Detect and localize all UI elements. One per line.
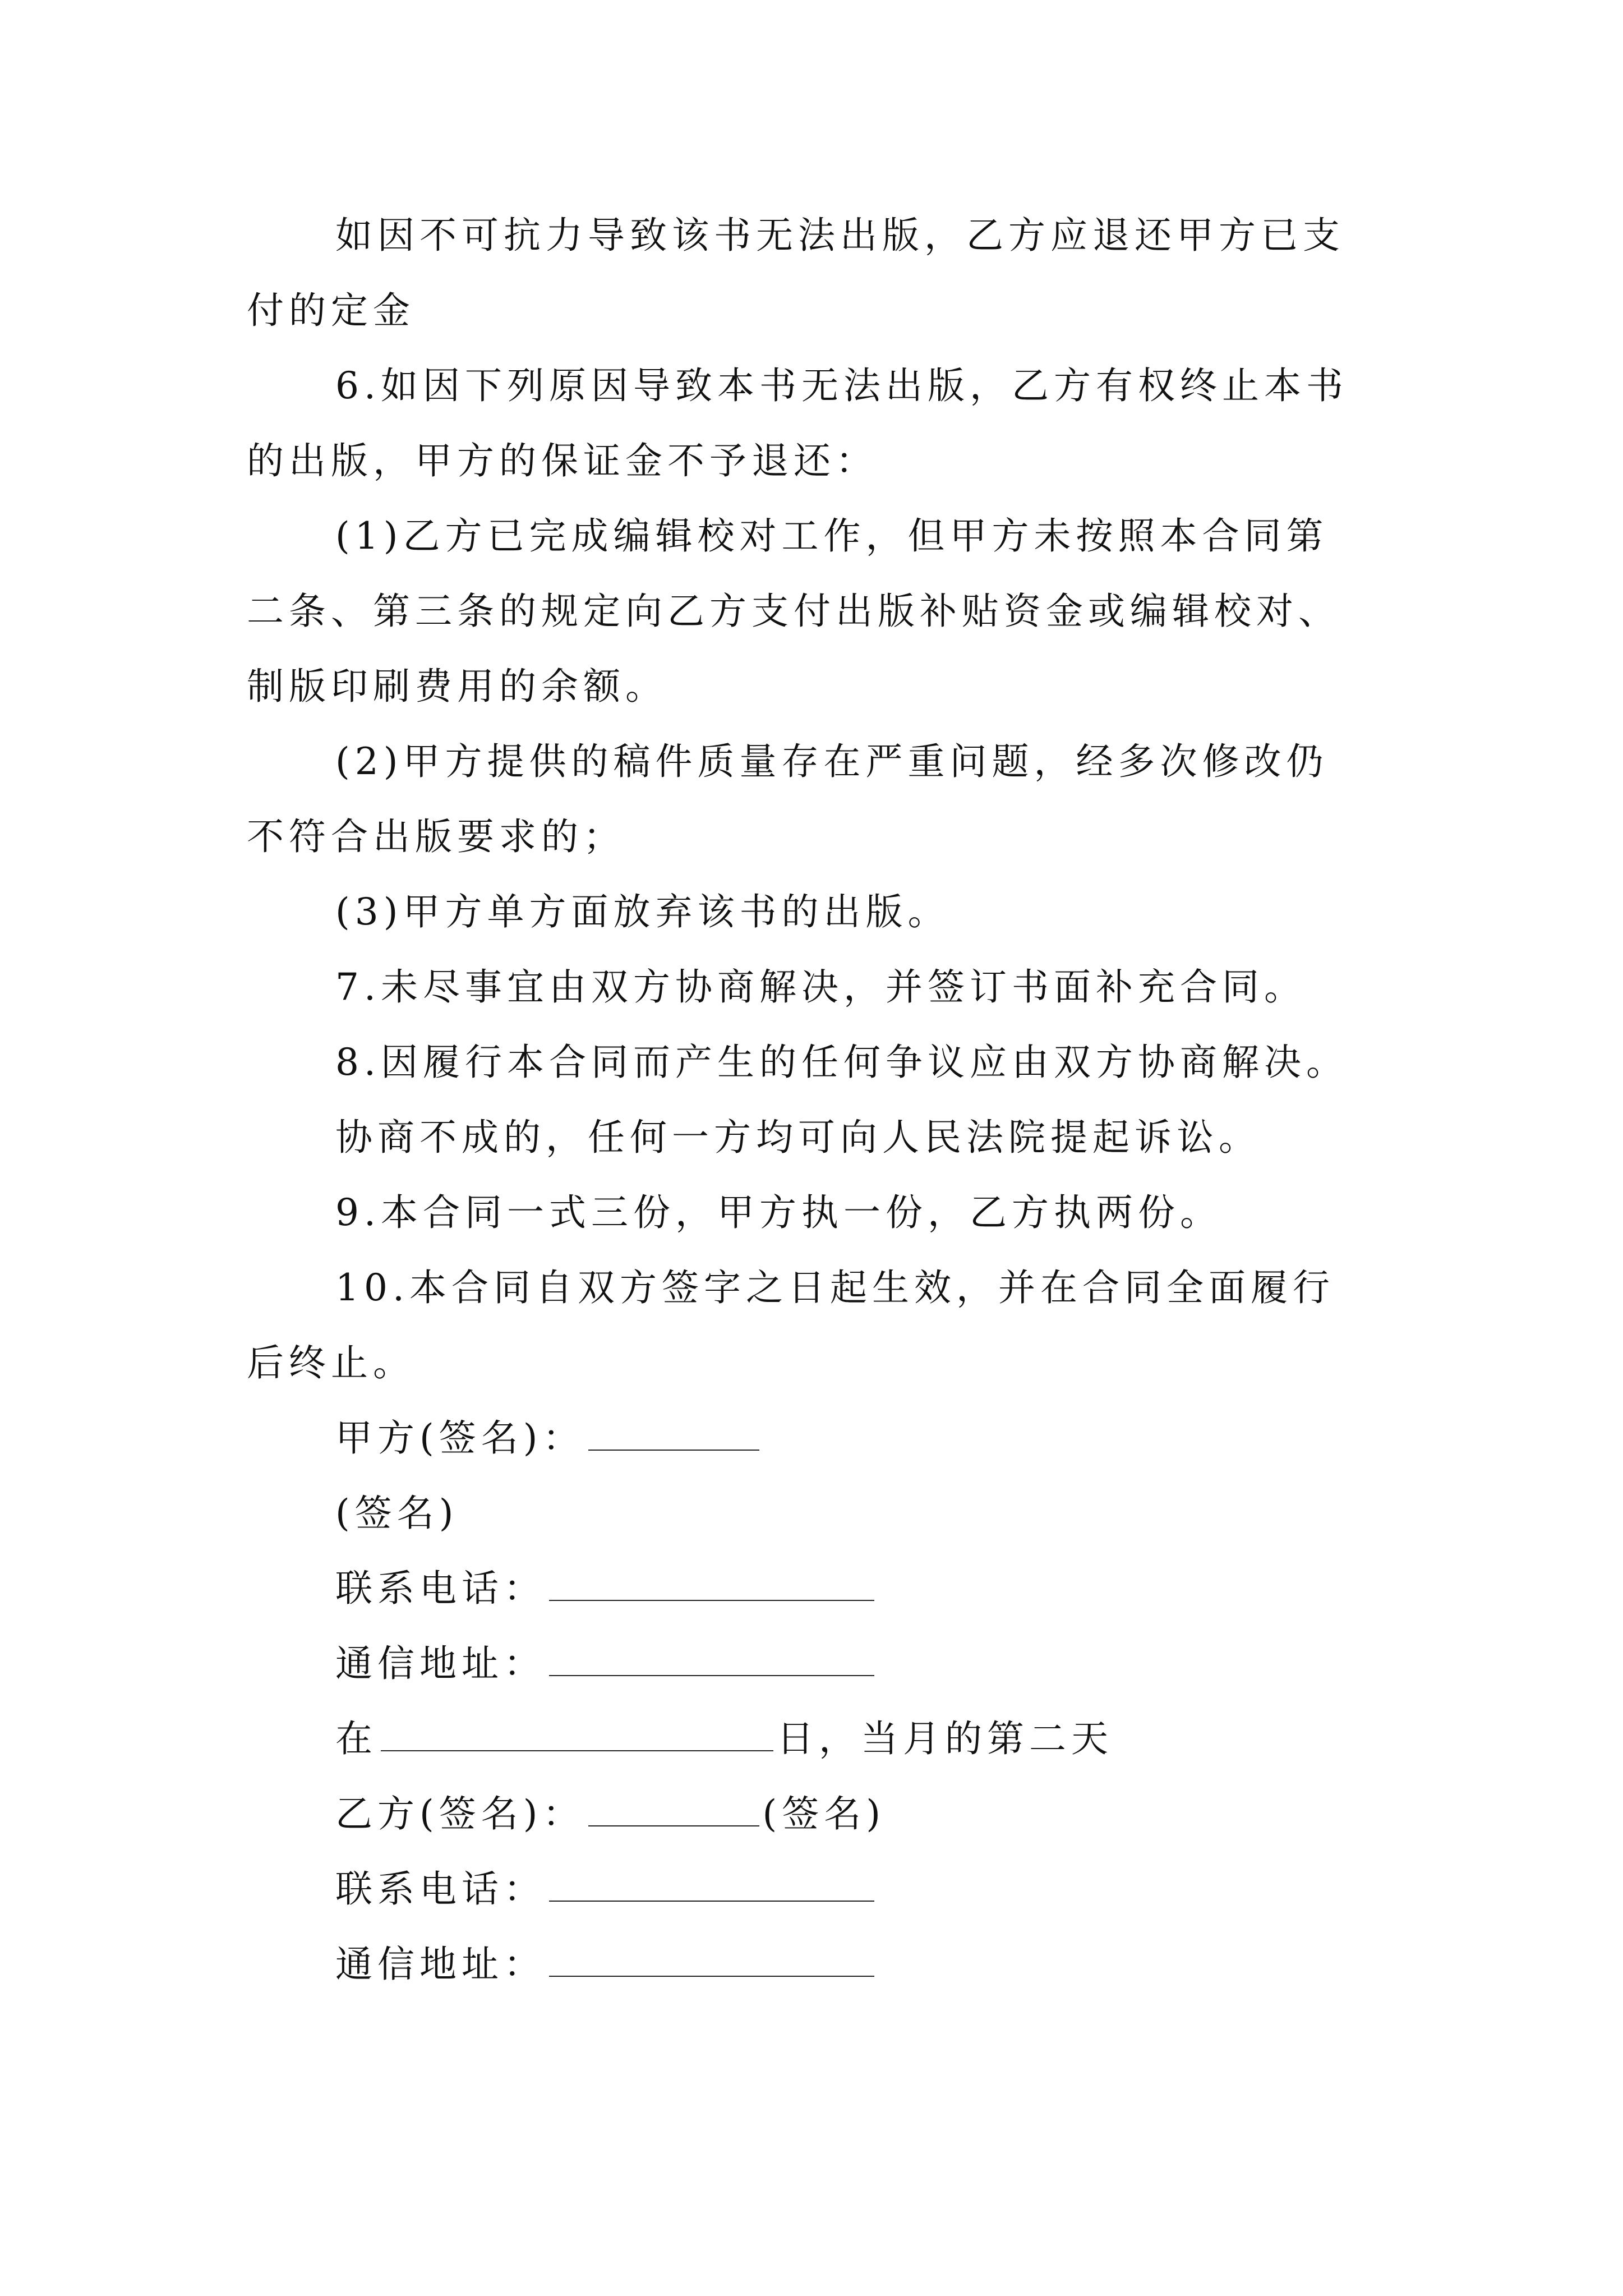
clause-10-line2: 后终止。 <box>247 1341 415 1384</box>
subclause-2-line2: 不符合出版要求的； <box>247 815 625 858</box>
subclause-1-line2: 二条、第三条的规定向乙方支付出版补贴资金或编辑校对、 <box>247 590 1340 633</box>
party-a-phone-row <box>335 1566 878 1611</box>
party-a-address-label: 通信地址： <box>335 1642 546 1685</box>
party-b-address-blank[interactable] <box>549 1944 874 1977</box>
party-a-phone-blank[interactable] <box>549 1568 874 1601</box>
party-b-address-row <box>335 1942 878 1987</box>
party-a-phone-label: 联系电话： <box>335 1567 546 1610</box>
signature-note: (签名) <box>335 1492 459 1535</box>
party-a-signature-row <box>335 1416 763 1461</box>
subclause-1-line3: 制版印刷费用的余额。 <box>247 665 667 708</box>
clause-6-line2: 的出版，甲方的保证金不予退还： <box>247 439 878 482</box>
clause-9: 9.本合同一式三份，甲方执一份，乙方执两份。 <box>335 1191 1222 1234</box>
party-a-address-blank[interactable] <box>549 1644 874 1676</box>
party-a-signature-label: 甲方(签名)： <box>335 1416 585 1460</box>
party-a-signature-blank[interactable] <box>588 1418 759 1451</box>
date-prefix: 在 <box>335 1717 377 1760</box>
party-a-address-row <box>335 1641 878 1686</box>
date-suffix: 日，当月的第二天 <box>777 1717 1113 1760</box>
party-b-address-label: 通信地址： <box>335 1943 546 1986</box>
party-b-signature-row <box>335 1792 886 1837</box>
paragraph-refund-line1: 如因不可抗力导致该书无法出版，乙方应退还甲方已支 <box>335 214 1345 257</box>
subclause-3: (3)甲方单方面放弃该书的出版。 <box>335 890 950 933</box>
party-b-signature-blank[interactable] <box>588 1794 759 1826</box>
clause-8-line1: 8.因履行本合同而产生的任何争议应由双方协商解决。 <box>335 1041 1348 1084</box>
clause-10-line1: 10.本合同自双方签字之日起生效，并在合同全面履行 <box>335 1266 1335 1309</box>
date-blank[interactable] <box>381 1719 773 1751</box>
party-b-signature-note: (签名) <box>762 1792 886 1835</box>
paragraph-refund-line2: 付的定金 <box>247 289 415 332</box>
party-b-signature-label: 乙方(签名)： <box>335 1792 585 1835</box>
clause-8-line2: 协商不成的，任何一方均可向人民法院提起诉讼。 <box>335 1116 1261 1159</box>
subclause-2-line1: (2)甲方提供的稿件质量存在严重问题，经多次修改仍 <box>335 740 1329 783</box>
clause-6-line1: 6.如因下列原因导致本书无法出版，乙方有权终止本书 <box>335 364 1348 407</box>
subclause-1-line1: (1)乙方已完成编辑校对工作，但甲方未按照本合同第 <box>335 514 1329 558</box>
party-b-phone-blank[interactable] <box>549 1869 874 1902</box>
party-b-phone-row <box>335 1867 878 1912</box>
date-row <box>335 1717 1113 1761</box>
party-b-phone-label: 联系电话： <box>335 1867 546 1911</box>
clause-7: 7.未尽事宜由双方协商解决，并签订书面补充合同。 <box>335 965 1306 1009</box>
